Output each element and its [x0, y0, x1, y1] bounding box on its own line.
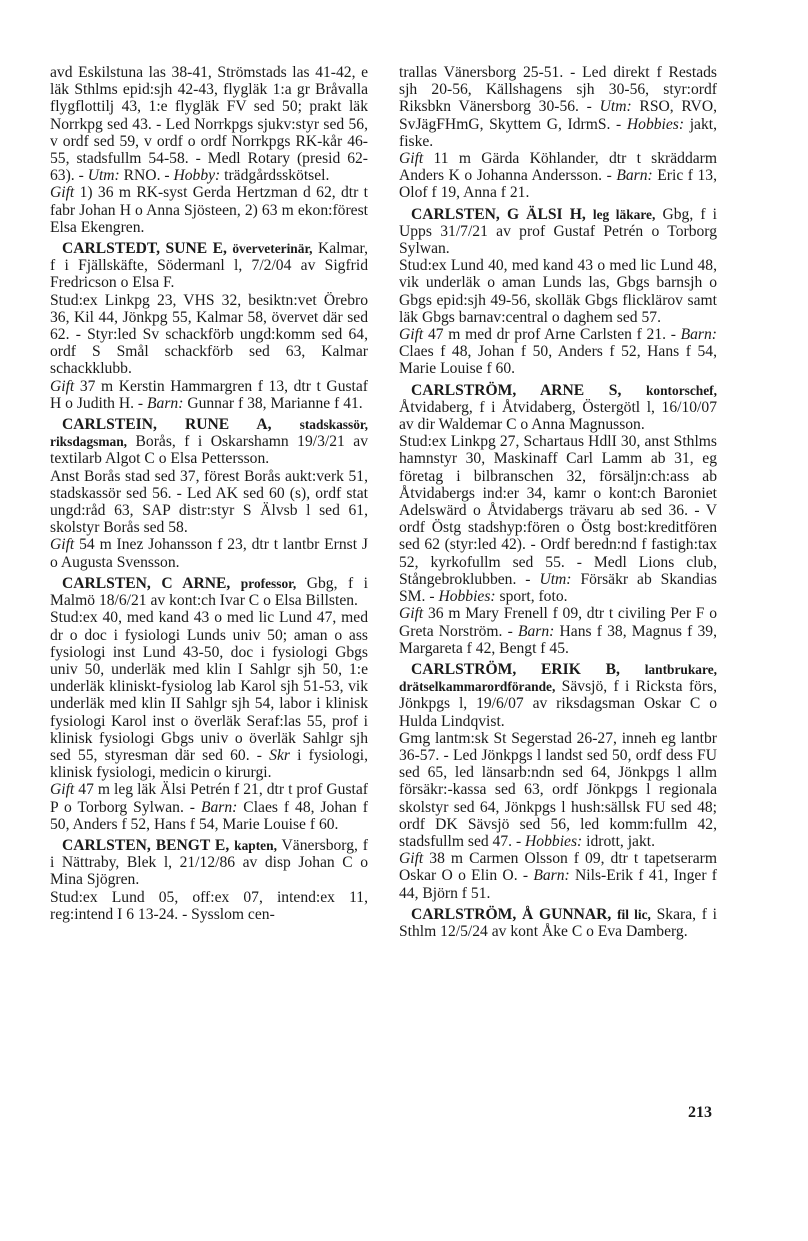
entry-text: Stud:ex Lund 40, med kand 43 o med lic Lund 48, vik underläk o aman Lunds las, Gbgs barnsjh o Gbgs epid:sjh 49-56, skolläk Gbgs flicklärov samt läk Gbgs barnav:central o daghem sed 57.	[399, 257, 717, 326]
entry-label: Gift	[399, 605, 424, 623]
entry-text: Sävsjö, f i Ricksta förs, Jönkpgs l, 19/6/07 av riksdagsman Oskar C o Hulda Lindqvist.	[399, 678, 717, 730]
entry-text: Stud:ex Linkpg 23, VHS 32, besiktn:vet Örebro 36, Kil 44, Jönkpg 55, Kalmar 58, övervet där sed 62. - Styr:led Sv schackförb ungd:komm sed 64, ordf S Smål schackförb sed 63, Kalmar schackklubb.	[50, 291, 368, 378]
entry-text: Nils-Erik f 41, Inger f 44, Björn f 51.	[399, 867, 717, 902]
entry-label: Utm:	[87, 167, 120, 185]
entry-text: Gbg, f i Upps 31/7/21 av prof Gustaf Petrén o Torborg Sylwan.	[399, 205, 717, 258]
entry-title: professor,	[240, 575, 297, 591]
left-column	[50, 64, 368, 923]
entry-label: Utm:	[599, 98, 632, 116]
entry-paragraph	[399, 730, 717, 850]
entry-text: 11 m Gärda Köhlander, dtr t skräddarm Anders K o Johanna Andersson. -	[399, 150, 717, 185]
biography-entry	[50, 575, 368, 609]
entry-name: CARLSTEIN, RUNE A,	[62, 416, 300, 434]
entry-text: Borås, f i Oskarshamn 19/3/21 av textilarb Algot C o Elsa Pettersson.	[50, 433, 368, 468]
entry-paragraph	[50, 64, 368, 184]
entry-text: Skara, f i Sthlm 12/5/24 av kont Åke C o Eva Damberg.	[399, 905, 717, 940]
biography-entry	[50, 240, 368, 292]
page-number: 213	[688, 1104, 712, 1121]
entry-paragraph	[50, 536, 368, 570]
entry-text: trädgårdsskötsel.	[220, 167, 330, 185]
entry-text: Anst Borås stad sed 37, förest Borås aukt:verk 51, stadskassör sed 56. - Led AK sed 60 (s), ordf stat ungd:råd 63, SAP distr:styr S Älvsb l sed 61, skolstyr Borås sed 58.	[50, 467, 368, 537]
entry-label: Gift	[50, 184, 75, 202]
entry-text: Claes f 48, Johan f 50, Anders f 52, Hans f 54, Marie Louise f 60.	[50, 798, 368, 833]
entry-text: Stud:ex Linkpg 27, Schartaus HdlI 30, anst Sthlms hamnstyr 30, Maskinaff Carl Lamm ab 31, eg företag i bilbranschen 32, försäljn:ch:ass ab Åtvidabergs ind:er 34, kamr o kont:ch Baroniet Adelswärd o Åtvidabergs trävaru ab sed 36. - V ordf Östg stadshyp:fören o Östg bost:kreditfören sed 62 (styr:led 42). - Ordf beredn:nd f fastigh:tax 52, kyrkofullm sed 55. - Medl Lions club, Stångebroklubben. -	[399, 433, 717, 588]
entry-label: Skr	[269, 746, 290, 764]
entry-heading	[62, 240, 313, 257]
biography-entry	[399, 661, 717, 730]
biography-entry	[399, 382, 717, 434]
entry-text: 47 m leg läk Älsi Petrén f 21, dtr t prof Gustaf P o Torborg Sylwan. -	[50, 781, 368, 816]
entry-paragraph	[399, 326, 717, 378]
biography-entry	[50, 837, 368, 889]
entry-text: 54 m Inez Johansson f 23, dtr t lantbr Ernst J o Augusta Svensson.	[50, 536, 368, 571]
entry-text: Stud:ex 40, med kand 43 o med lic Lund 47, med dr o doc i fysiologi Lunds univ 50; aman o ass fysiologi inst Lund 43-50, doc i fysiologi Gbgs univ 50, underläk med klin I Sahlgr sjh 50, 1:e underläk kliniskt-fysiolog lab Karol sjh 51-53, vik underläk med klin II Sahlgr sjh 54, labor i klinisk fysiologi Karol inst o överläk Seraf:las 55, prof i klinisk fysiologi Gbgs univ o överläk Sahlgr sjh sed 55, styresman där sed 60. -	[50, 609, 368, 764]
entry-text: Hans f 38, Magnus f 39, Margareta f 42, Bengt f 45.	[399, 622, 718, 657]
entry-title: kontorschef,	[645, 382, 717, 398]
entry-paragraph	[399, 150, 717, 202]
entry-text: 37 m Kerstin Hammargren f 13, dtr t Gustaf H o Judith H. -	[50, 377, 368, 412]
entry-paragraph	[50, 184, 368, 236]
entry-title: stadskassör, riksdagsman,	[50, 417, 368, 450]
biography-entry	[399, 206, 717, 258]
entry-name: CARLSTEN, BENGT E,	[62, 836, 235, 854]
entry-text: 38 m Carmen Olsson f 09, dtr t tapetserarm Oskar O o Elin O. -	[399, 850, 717, 885]
entry-text: idrott, jakt.	[582, 832, 655, 850]
entry-title: lantbrukare, drätselkammarordförande,	[399, 661, 717, 695]
entry-name: CARLSTRÖM, ERIK B,	[411, 660, 645, 678]
entry-title: kapten,	[234, 837, 277, 853]
entry-label: Gift	[50, 781, 75, 799]
entry-text: Claes f 48, Johan f 50, Anders f 52, Hans f 54, Marie Louise f 60.	[399, 343, 717, 378]
entry-text: sport, foto.	[495, 588, 568, 606]
entry-paragraph	[50, 889, 368, 923]
entry-text: Försäkr ab Skandias SM. -	[399, 570, 717, 606]
entry-paragraph	[399, 64, 717, 150]
entry-name: CARLSTRÖM, Å GUNNAR,	[411, 905, 618, 923]
entry-text: jakt, fiske.	[399, 115, 717, 150]
right-column	[399, 64, 717, 940]
entry-name: CARLSTEDT, SUNE E,	[62, 240, 233, 258]
entry-text: RSO, RVO, SvJägFHmG, Skyttem G, IdrmS. -	[399, 98, 717, 133]
entry-text: Vänersborg, f i Nättraby, Blek l, 21/12/86 av disp Johan C o Mina Sjögren.	[50, 836, 368, 889]
entry-text: i fysiologi, klinisk fysiologi, medicin o kirurgi.	[50, 746, 368, 782]
entry-paragraph	[50, 609, 368, 781]
entry-label: Hobbies:	[626, 115, 685, 133]
entry-text: 36 m Mary Frenell f 09, dtr t civiling Per F o Greta Norström. -	[399, 605, 717, 640]
entry-text: Åtvidaberg, f i Åtvidaberg, Östergötl l, 16/10/07 av dir Waldemar C o Anna Magnusson.	[399, 398, 717, 434]
entry-paragraph	[399, 433, 717, 605]
entry-label: Hobby:	[173, 167, 221, 185]
entry-name: CARLSTRÖM, ARNE S,	[411, 381, 646, 399]
entry-paragraph	[50, 378, 368, 412]
entry-label: Hobbies:	[525, 832, 583, 850]
entry-label: Barn:	[533, 867, 570, 885]
entry-paragraph	[399, 850, 717, 902]
entry-text: Gunnar f 38, Marianne f 41.	[183, 394, 363, 412]
entry-text: Kalmar, f i Fjällskäfte, Södermanl l, 7/2/04 av Sigfrid Fredricson o Elsa F.	[50, 240, 369, 292]
entry-label: Gift	[399, 850, 424, 868]
entry-heading	[411, 906, 651, 923]
entry-title: överveterinär,	[232, 241, 313, 257]
entry-label: Barn:	[147, 394, 184, 412]
entry-paragraph	[50, 781, 368, 833]
entry-text: trallas Vänersborg 25-51. - Led direkt f Restads sjh 20-56, Källshagens sjh 30-56, styr:ordf Riksbkn Vänersborg 30-56. -	[399, 64, 717, 116]
entry-text: Gbg, f i Malmö 18/6/21 av kont:ch Ivar C o Elsa Billsten.	[50, 574, 368, 610]
entry-name: CARLSTEN, C ARNE,	[62, 574, 241, 592]
biography-entry	[399, 906, 717, 940]
entry-heading	[62, 837, 277, 854]
entry-label: Barn:	[616, 167, 653, 185]
entry-heading	[62, 575, 296, 592]
entry-label: Barn:	[680, 326, 717, 344]
entry-text: 47 m med dr prof Arne Carlsten f 21. -	[423, 326, 681, 344]
entry-label: Hobbies:	[438, 588, 496, 606]
entry-text: Gmg lantm:sk St Segerstad 26-27, inneh eg lantbr 36-57. - Led Jönkpgs l landst sed 50, ordf dess FU sed 65, led länsarb:ndn sed 64, Jönkpgs l allm försäkr:-kassa sed 63, ordf Jönkpgs l regionala skolstyr sed 64, Jönkpgs l hush:sällsk FU sed 48; ordf DK Sävsjö sed 56, led komm:fullm 42, stadsfullm sed 47. -	[399, 729, 717, 850]
entry-label: Gift	[50, 536, 75, 554]
entry-text: RNO. -	[119, 167, 174, 185]
entry-paragraph	[399, 605, 717, 657]
entry-label: Gift	[399, 326, 424, 344]
entry-text: avd Eskilstuna las 38-41, Strömstads las 41-42, e läk Sthlms epid:sjh 42-43, flygläk 1:a gr Bråvalla flygflottilj 43, 1:e flygläk FV sed 50; prakt läk Norrkpg sed 43. - Led Norrkpgs sjukv:styr sed 56, v ordf sed 59, v ordf o ordf Norrkpgs RK-kår 46-55, stadsfullm 54-58. - Medl Rotary (presid 62-63). -	[50, 64, 368, 185]
entry-heading	[411, 206, 655, 223]
entry-title: fil lic,	[617, 906, 651, 922]
biography-entry	[50, 416, 368, 468]
entry-text: Stud:ex Lund 05, off:ex 07, intend:ex 11, reg:intend I 6 13-24. - Sysslom cen-	[50, 888, 368, 923]
entry-paragraph	[50, 292, 368, 378]
entry-paragraph	[50, 468, 368, 537]
entry-label: Gift	[50, 377, 75, 395]
entry-label: Gift	[399, 150, 424, 168]
entry-label: Barn:	[517, 622, 555, 640]
entry-label: Barn:	[200, 798, 238, 816]
entry-paragraph	[399, 257, 717, 326]
entry-label: Utm:	[539, 570, 572, 588]
entry-text: Eric f 13, Olof f 19, Anna f 21.	[399, 167, 717, 202]
entry-name: CARLSTEN, G ÄLSI H,	[411, 205, 593, 223]
entry-text: 1) 36 m RK-syst Gerda Hertzman d 62, dtr t fabr Johan H o Anna Sjösteen, 2) 63 m ekon:förest Elsa Ekengren.	[50, 184, 368, 236]
entry-heading	[411, 382, 717, 399]
entry-title: leg läkare,	[592, 206, 656, 222]
